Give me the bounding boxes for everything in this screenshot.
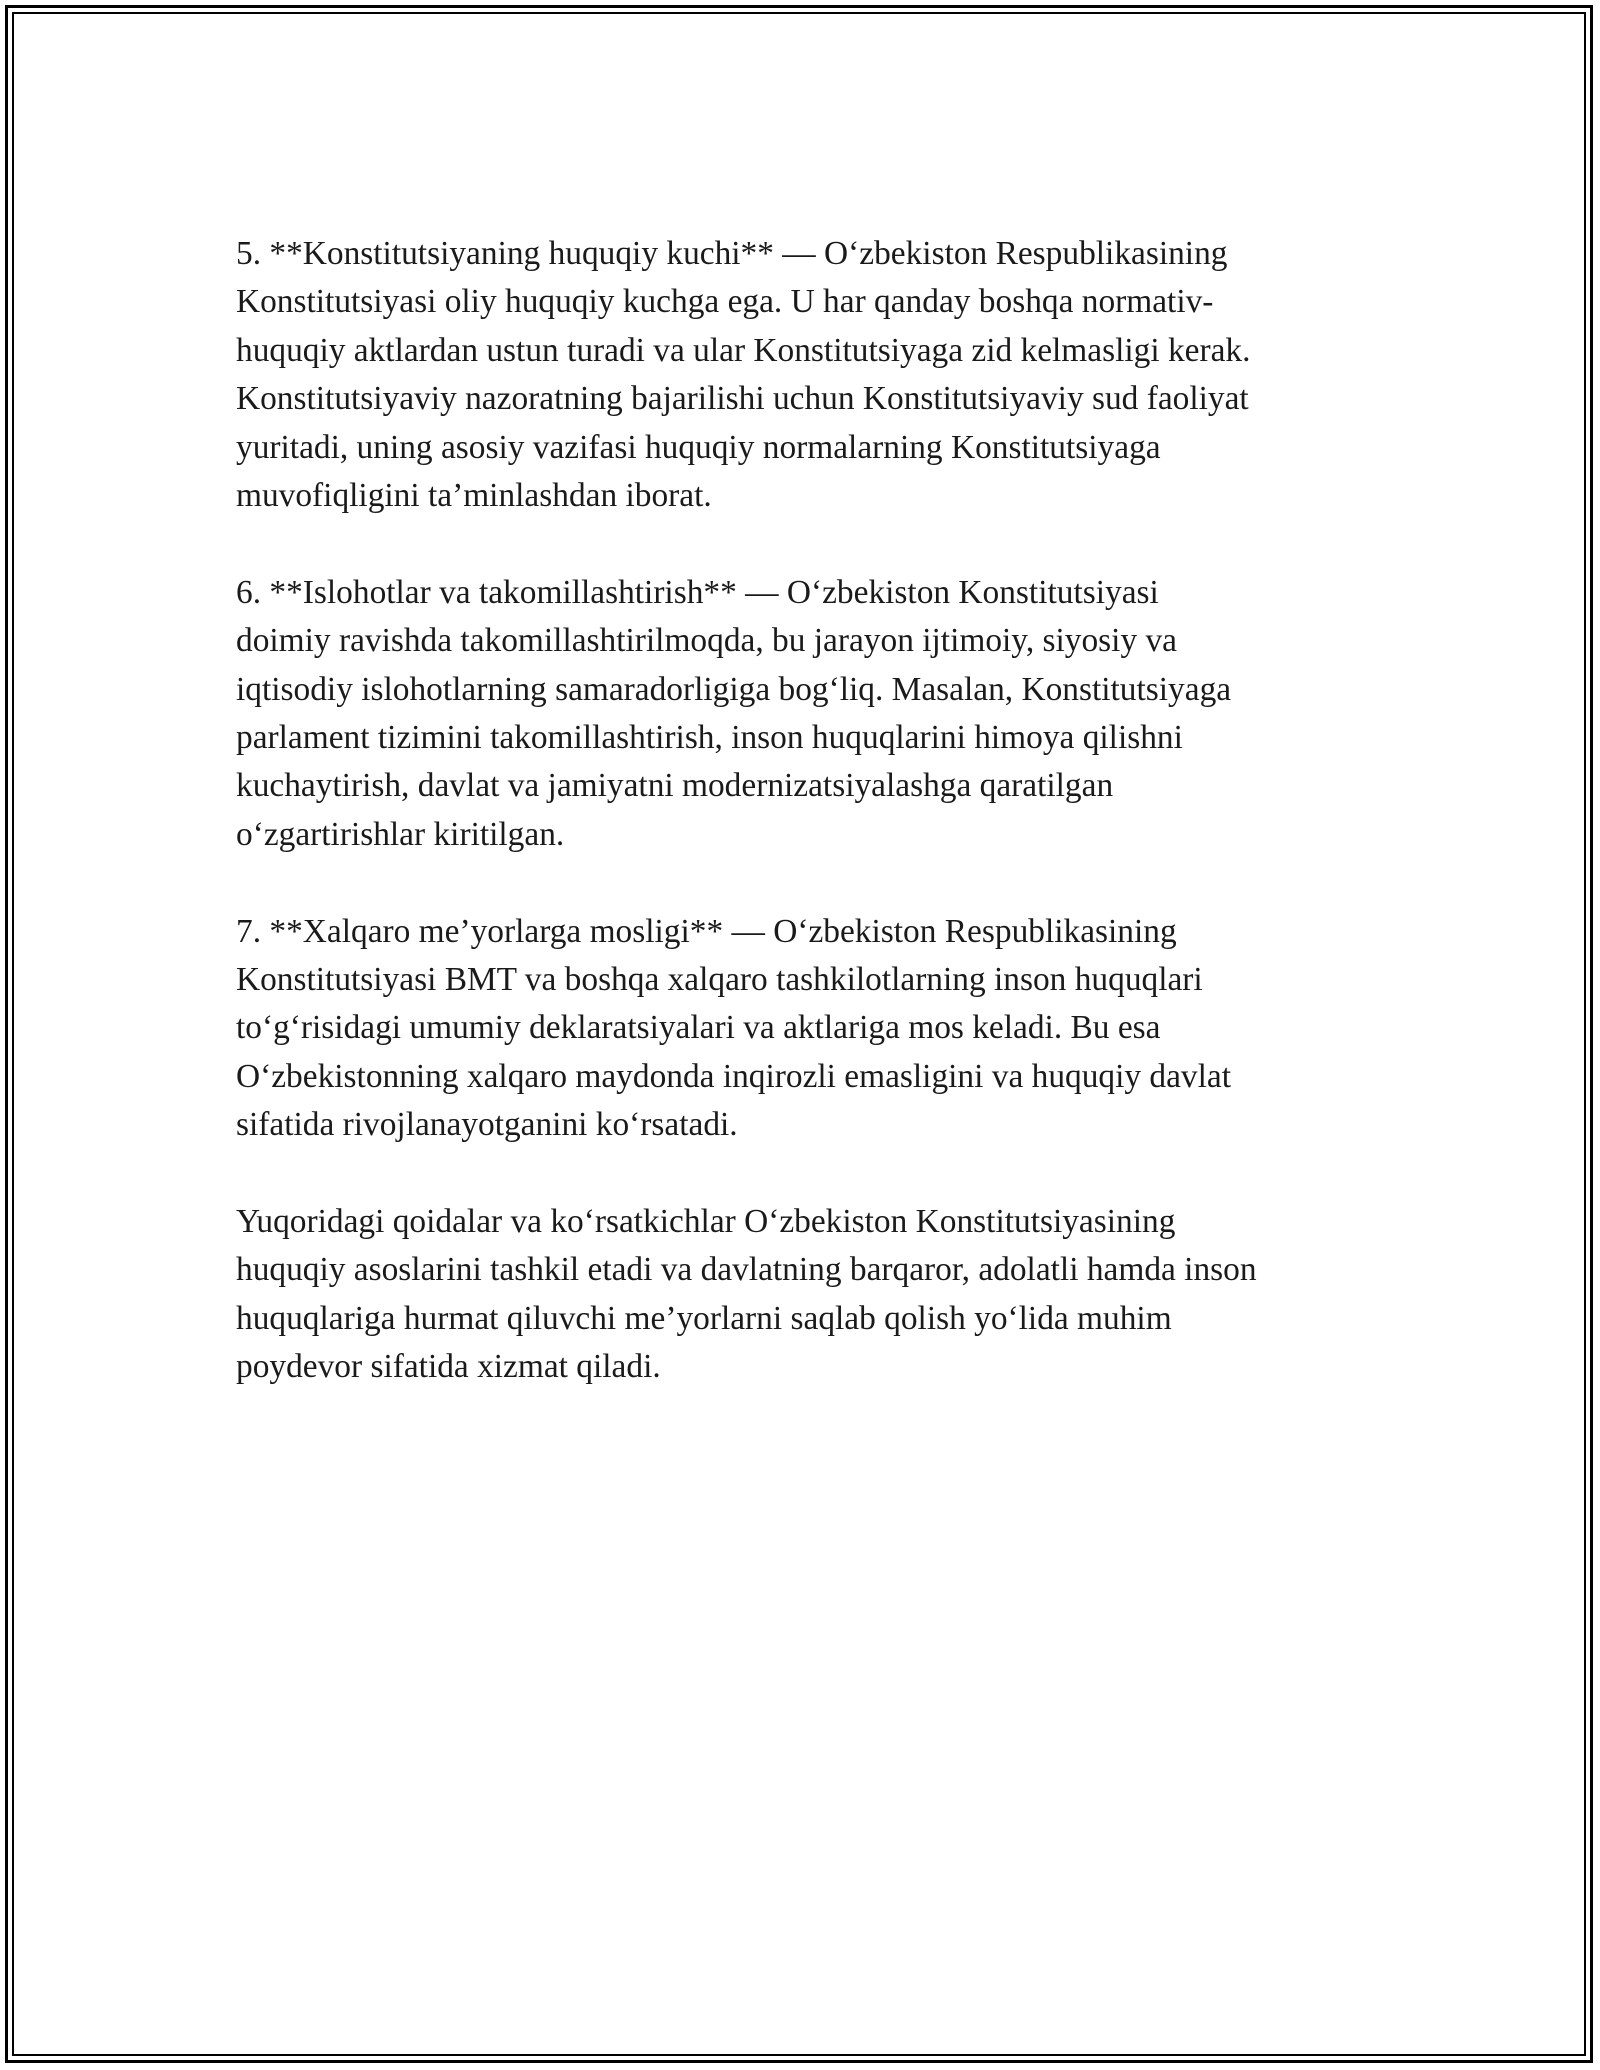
paragraph-constitution-legal-force: 5. **Konstitutsiyaning huquqiy kuchi** — O‘zbekiston Respublikasining Konstitutsiyasi oliy huquqiy kuchga ega. U har qanday boshqa normativ- huquqiy aktlardan ustun turadi va ular Konstitutsiyaga zid kelmasligi kerak. Konstitutsiyaviy nazoratning bajarilishi uchun Konstitutsiyaviy sud faoliyat yuritadi, uning asosiy vazifasi huquqiy normalarning Konstitutsiyaga muvofiqligini ta’minlashdan iborat. <box>236 235 1251 515</box>
paragraph-reforms-improvement: 6. **Islohotlar va takomillashtirish** — O‘zbekiston Konstitutsiyasi doimiy ravishda takomillashtirilmoqda, bu jarayon ijtimoiy, siyosiy va iqtisodiy islohotlarning samaradorligiga bog‘liq. Masalan, Konstitutsiyaga parlament tizimini takomillashtirish, inson huquqlarini himoya qilishni kuchaytirish, davlat va jamiyatni modernizatsiyalashga qaratilgan o‘zgartirishlar kiritilgan. <box>236 573 1232 853</box>
document-body <box>236 230 1396 1440</box>
paragraph-conclusion: Yuqoridagi qoidalar va ko‘rsatkichlar O‘zbekiston Konstitutsiyasining huquqiy asoslarini tashkil etadi va davlatning barqaror, adolatli hamda inson huquqlariga hurmat qiluvchi me’yorlarni saqlab qolish yo‘lida muhim poydevor sifatida xizmat qiladi. <box>236 1203 1257 1386</box>
paragraph-international-norms: 7. **Xalqaro me’yorlarga mosligi** — O‘zbekiston Respublikasining Konstitutsiyasi BMT va boshqa xalqaro tashkilotlarning inson huquqlari to‘g‘risidagi umumiy deklaratsiyalari va aktlariga mos keladi. Bu esa O‘zbekistonning xalqaro maydonda inqirozli emasligini va huquqiy davlat sifatida rivojlanayotganini ko‘rsatadi. <box>236 912 1232 1144</box>
